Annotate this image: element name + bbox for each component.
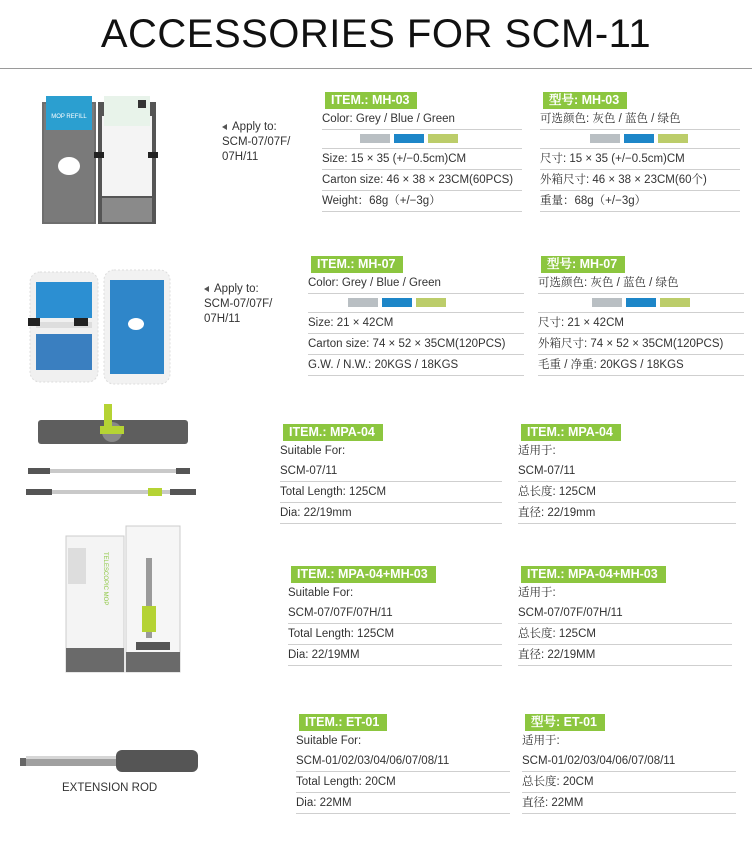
- mop-boxes-image: [58, 518, 184, 678]
- spec-mh07-cn: [538, 256, 744, 376]
- green-swatch: [416, 298, 446, 307]
- grey-swatch: [590, 134, 620, 143]
- spec-color: Color: Grey / Blue / Green: [308, 273, 524, 294]
- item-tag: ITEM.: MPA-04: [521, 424, 621, 441]
- blue-swatch: [624, 134, 654, 143]
- spec-dia: 直径: 22MM: [522, 793, 736, 814]
- extension-rod-image: [16, 744, 202, 778]
- item-tag: 型号: MH-03: [543, 92, 627, 109]
- spec-length: 总长度: 125CM: [518, 482, 736, 503]
- spec-mpa04mh03-en: [288, 566, 502, 666]
- spec-dia: Dia: 22/19mm: [280, 503, 502, 524]
- item-tag: ITEM.: MPA-04: [283, 424, 383, 441]
- spec-suitable: SCM-01/02/03/04/06/07/08/11: [296, 751, 510, 772]
- spec-suitable: SCM-07/07F/07H/11: [518, 603, 732, 624]
- color-swatches: [308, 294, 524, 313]
- spec-size: Size: 15 × 35 (+/−0.5cm)CM: [322, 149, 522, 170]
- grey-swatch: [360, 134, 390, 143]
- color-swatches: [540, 130, 740, 149]
- spec-color: 可选颜色: 灰色 / 蓝色 / 绿色: [538, 273, 744, 294]
- apply-to-note-1: Apply to: SCM-07/07F/ 07H/11: [222, 121, 291, 163]
- item-tag: ITEM.: MH-03: [325, 92, 417, 109]
- arrow-left-icon: [204, 286, 209, 292]
- blue-swatch: [382, 298, 412, 307]
- spec-suitable: SCM-01/02/03/04/06/07/08/11: [522, 751, 736, 772]
- item-tag: 型号: ET-01: [525, 714, 605, 731]
- spec-mpa04mh03-cn: [518, 566, 732, 666]
- mop-frame-and-pole-image: [20, 398, 204, 502]
- spec-suitable-label: Suitable For:: [288, 587, 354, 599]
- spec-carton: 外箱尺寸: 74 × 52 × 35CM(120PCS): [538, 334, 744, 355]
- spec-suitable-label: Suitable For:: [296, 735, 362, 747]
- spec-color: Color: Grey / Blue / Green: [322, 109, 522, 130]
- item-tag: ITEM.: MPA-04+MH-03: [521, 566, 666, 583]
- spec-dia: Dia: 22MM: [296, 793, 510, 814]
- blue-swatch: [626, 298, 656, 307]
- apply-to-note-2: Apply to: SCM-07/07F/ 07H/11: [204, 283, 273, 325]
- spec-length: Total Length: 125CM: [280, 482, 502, 503]
- spec-color: 可选颜色: 灰色 / 蓝色 / 绿色: [540, 109, 740, 130]
- item-tag: ITEM.: MH-07: [311, 256, 403, 273]
- spec-et01-en: [296, 714, 510, 814]
- spec-dia: Dia: 22/19MM: [288, 645, 502, 666]
- arrow-left-icon: [222, 124, 227, 130]
- color-swatches: [322, 130, 522, 149]
- spec-dia: 直径: 22/19MM: [518, 645, 732, 666]
- grey-swatch: [592, 298, 622, 307]
- spec-weight: 重量：68g（+/−3g）: [540, 191, 740, 212]
- spec-suitable-label: 适用于:: [518, 445, 556, 457]
- item-tag: ITEM.: ET-01: [299, 714, 387, 731]
- spec-weight: Weight：68g（+/−3g）: [322, 191, 522, 212]
- spec-size: Size: 21 × 42CM: [308, 313, 524, 334]
- color-swatches: [538, 294, 744, 313]
- spec-size: 尺寸: 15 × 35 (+/−0.5cm)CM: [540, 149, 740, 170]
- spec-suitable: SCM-07/11: [518, 461, 736, 482]
- title-divider: [0, 68, 752, 69]
- spec-length: Total Length: 20CM: [296, 772, 510, 793]
- grey-swatch: [348, 298, 378, 307]
- page-title: ACCESSORIES FOR SCM-11: [100, 12, 652, 56]
- item-tag: ITEM.: MPA-04+MH-03: [291, 566, 436, 583]
- spec-suitable-label: Suitable For:: [280, 445, 346, 457]
- spec-carton: Carton size: 46 × 38 × 23CM(60PCS): [322, 170, 522, 191]
- spec-carton: Carton size: 74 × 52 × 35CM(120PCS): [308, 334, 524, 355]
- blue-swatch: [394, 134, 424, 143]
- spec-length: Total Length: 125CM: [288, 624, 502, 645]
- green-swatch: [658, 134, 688, 143]
- spec-weight: G.W. / N.W.: 20KGS / 18KGS: [308, 355, 524, 376]
- mop-refill-mh03-image: [38, 96, 162, 230]
- mop-box-text: TELESCOPIC MOP: [102, 552, 108, 606]
- spec-suitable-label: 适用于:: [518, 587, 556, 599]
- mop-refill-mh07-image: [26, 262, 176, 390]
- spec-length: 总长度: 125CM: [518, 624, 732, 645]
- spec-mh07-en: [308, 256, 524, 376]
- green-swatch: [428, 134, 458, 143]
- green-swatch: [660, 298, 690, 307]
- spec-mpa04-en: [280, 424, 502, 524]
- spec-mh03-en: [322, 92, 522, 212]
- mop-refill-packaging-text: MOP REFILL: [51, 114, 87, 120]
- spec-suitable-label: 适用于:: [522, 735, 560, 747]
- spec-mpa04-cn: [518, 424, 736, 524]
- spec-length: 总长度: 20CM: [522, 772, 736, 793]
- spec-dia: 直径: 22/19mm: [518, 503, 736, 524]
- spec-carton: 外箱尺寸: 46 × 38 × 23CM(60个): [540, 170, 740, 191]
- spec-et01-cn: [522, 714, 736, 814]
- extension-rod-label: EXTENSION ROD: [62, 782, 158, 794]
- spec-mh03-cn: [540, 92, 740, 212]
- spec-suitable: SCM-07/07F/07H/11: [288, 603, 502, 624]
- spec-size: 尺寸: 21 × 42CM: [538, 313, 744, 334]
- item-tag: 型号: MH-07: [541, 256, 625, 273]
- spec-suitable: SCM-07/11: [280, 461, 502, 482]
- spec-weight: 毛重 / 净重: 20KGS / 18KGS: [538, 355, 744, 376]
